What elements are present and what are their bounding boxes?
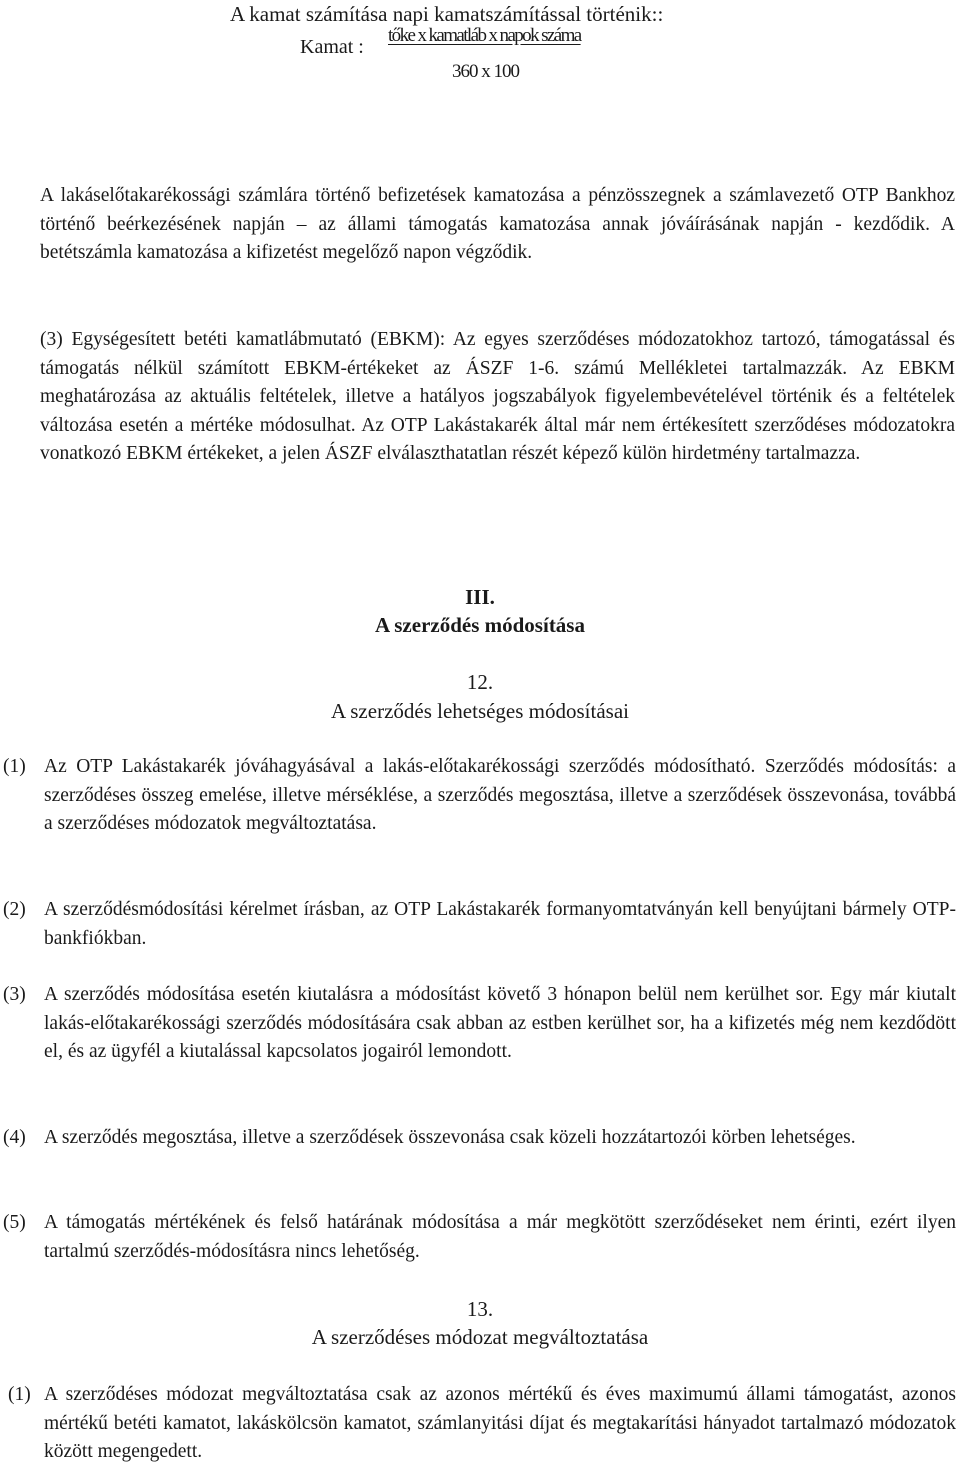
formula-label: Kamat : <box>300 36 364 58</box>
item-text: A szerződés megosztása, illetve a szerződések összevonása csak közeli hozzátartozói körben lehetséges. <box>44 1127 856 1148</box>
list-item <box>0 896 960 956</box>
list-item <box>0 753 960 873</box>
item-text: A szerződéses módozat megváltoztatása csak az azonos mértékű és éves maximumú állami támogatást, azonos mértékű betéti kamatot, lakáskölcsön kamatot, számlanyitási díjat és megtakarítási hányadot tartalmazó módozatok között megengedett. <box>44 1384 956 1462</box>
item-text: A támogatás mértékének és felső határának módosítása a már megkötött szerződéseket nem érinti, ezért ilyen tartalmú szerződés-módosításra nincs lehetőség. <box>44 1212 956 1262</box>
item-text: Az OTP Lakástakarék jóváhagyásával a lakás-előtakarékossági szerződés módosítható. Szerződés módosítás: a szerződéses összeg emelése, illetve mérséklése, a szerződés megosztása, illetve a szerződések összevonása, továbbá a szerződéses módozatok megváltoztatása. <box>44 756 956 834</box>
list-item <box>0 1381 960 1466</box>
chapter-number: III. <box>465 585 495 609</box>
item-marker: (4) <box>3 1127 26 1148</box>
item-text: A szerződésmódosítási kérelmet írásban, az OTP Lakástakarék formanyomtatványán kell benyújtani bármely OTP-bankfiókban. <box>44 899 956 949</box>
item-text: A szerződés módosítása esetén kiutalásra a módosítást követő 3 hónapon belül nem kerülhet sor. Egy már kiutalt lakás-előtakarékossági szerződés módosítására csak abban az estben kerülhet sor, ha a kifizetés még nem kezdődött el, és az ügyfél a kiutalással kapcsolatos jogairól lemondott. <box>44 984 956 1062</box>
formula-numerator: tőke x kamatláb x napok száma <box>388 25 581 46</box>
item-marker: (5) <box>3 1212 26 1233</box>
section-13-title: A szerződéses módozat megváltoztatása <box>311 1325 649 1349</box>
list-item <box>0 1209 960 1269</box>
ebkm-paragraph: (3) Egységesített betéti kamatlábmutató (EBKM): Az egyes szerződéses módozatokhoz tartozó, támogatással és támogatás nélkül számított EBKM-értékeket az ÁSZF 1-6. számú Mellékletei tartalmazzák. Az EBKM meghatározása az aktuális feltételek, illetve a hatályos jogszabályok figyelembevételével történik és a feltételek változása esetén a mértéke módosulhat. Az OTP Lakástakarék által már nem értékesített szerződéses módozatokra vonatkozó EBKM értékeket, a jelen ÁSZF elválaszthatatlan részét képező külön hirdetmény tartalmazza. <box>40 329 955 464</box>
interest-calc-intro: A kamat számítása napi kamatszámítással történik:: <box>230 2 664 26</box>
list-item <box>0 1124 960 1184</box>
section-12-title: A szerződés lehetséges módosításai <box>331 699 629 723</box>
section-12-number: 12. <box>466 670 494 694</box>
item-marker: (1) <box>8 1384 31 1405</box>
chapter-title: A szerződés módosítása <box>375 613 585 637</box>
list-item <box>0 981 960 1101</box>
item-marker: (3) <box>3 984 26 1005</box>
interest-paragraph: A lakáselőtakarékossági számlára történő befizetések kamatozása a pénzösszegnek a számlavezető OTP Bankhoz történő beérkezésének napján – az állami támogatás kamatozása annak jóváírásának napján - kezdődik. A betétszámla kamatozása a kifizetést megelőző napon végződik. <box>40 185 955 263</box>
formula-denominator: 360 x 100 <box>452 61 519 82</box>
section-13-number: 13. <box>466 1297 494 1321</box>
item-marker: (2) <box>3 899 26 920</box>
item-marker: (1) <box>3 756 26 777</box>
